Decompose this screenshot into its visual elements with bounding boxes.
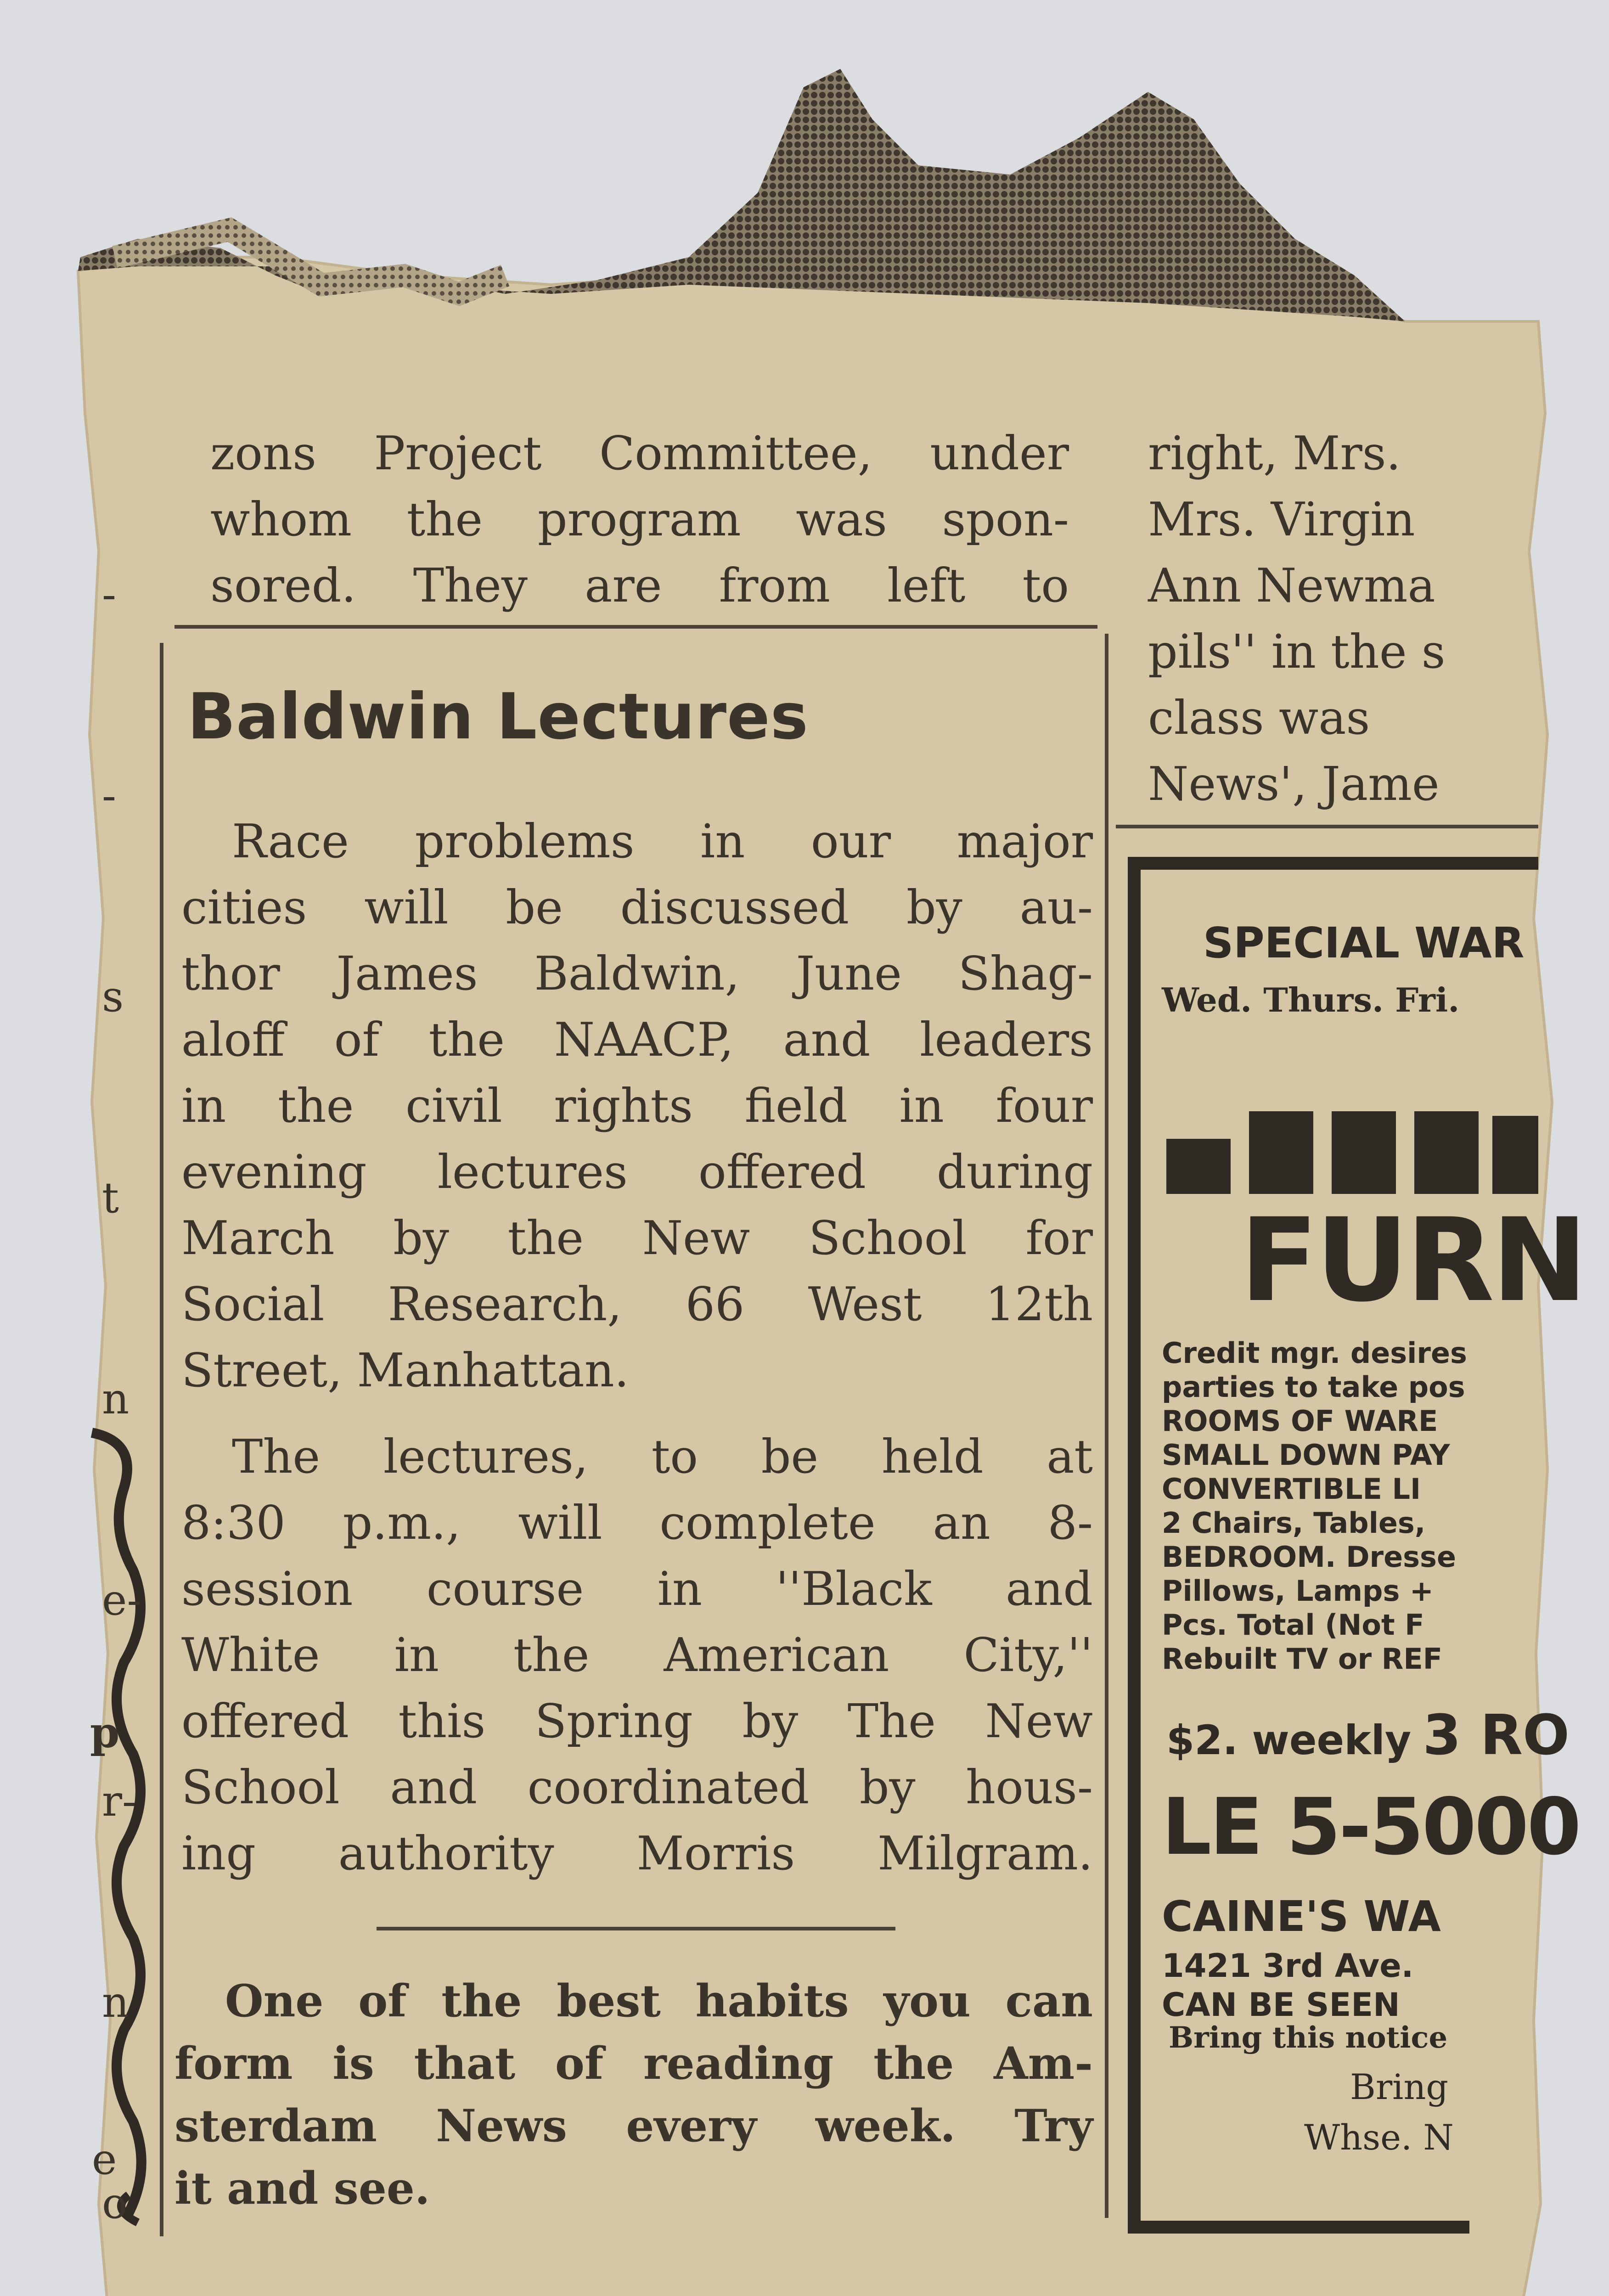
left-fragment: r- — [102, 1777, 137, 1826]
text-line: News', Jame — [1148, 757, 1440, 811]
ad-header: SPECIAL WAR — [1203, 918, 1525, 968]
ad-weekly-big: 3 RO — [1423, 1704, 1570, 1767]
text-line: offered this Spring by The New — [181, 1694, 1093, 1748]
left-fragment: n — [102, 1978, 129, 2027]
text-line: session course in ''Black and — [181, 1562, 1093, 1616]
text-line: White in the American City,'' — [181, 1628, 1093, 1682]
left-fragment: n — [102, 1374, 129, 1424]
ad-line: ROOMS OF WARE — [1162, 1404, 1438, 1438]
text-line: it and see. — [174, 2162, 430, 2214]
ad-line: CONVERTIBLE LI — [1162, 1472, 1421, 1506]
text-line: sored. They are from left to — [210, 558, 1069, 613]
left-column-fragments — [102, 427, 141, 2296]
left-fragment: - — [102, 570, 117, 619]
ad-line: SMALL DOWN PAY — [1162, 1438, 1450, 1472]
text-line: whom the program was spon- — [210, 492, 1069, 546]
ad-days: Wed. Thurs. Fri. — [1162, 980, 1460, 1019]
text-line: sterdam News every week. Try — [174, 2100, 1093, 2152]
text-line: thor James Baldwin, June Shag- — [181, 946, 1093, 1001]
text-line: form is that of reading the Am- — [174, 2037, 1093, 2089]
left-fragment: s — [102, 972, 124, 1021]
ad-line: 2 Chairs, Tables, — [1162, 1506, 1426, 1540]
text-line: cities will be discussed by au- — [181, 880, 1093, 934]
ad-footer-2: Whse. N — [1304, 2117, 1454, 2158]
ad-notice: Bring this notice — [1169, 2020, 1448, 2055]
text-line: ing authority Morris Milgram. — [181, 1826, 1093, 1880]
article-paragraph-2 — [181, 1424, 1093, 1886]
article-paragraph-1 — [181, 808, 1093, 1403]
left-fragment-e: e — [92, 2135, 117, 2184]
filler-promo — [174, 1970, 1093, 2220]
furniture-ad — [1162, 882, 1585, 2213]
text-line: One of the best habits you can — [225, 1975, 1093, 2027]
text-line: March by the New School for — [181, 1211, 1093, 1265]
left-fragment: o — [102, 2179, 128, 2228]
ad-line: Pillows, Lamps + — [1162, 1574, 1434, 1608]
text-line: class was — [1148, 691, 1370, 745]
ad-store: CAINE'S WA — [1162, 1892, 1441, 1941]
ad-phone: LE 5-5000 — [1162, 1782, 1580, 1873]
text-line: The lectures, to be held at — [232, 1429, 1093, 1484]
text-line: Mrs. Virgin — [1148, 492, 1415, 546]
ad-weekly: $2. weekly — [1166, 1716, 1412, 1764]
ad-seen: CAN BE SEEN — [1162, 1986, 1400, 2024]
article-headline: Baldwin Lectures — [187, 680, 809, 754]
text-line: in the civil rights field in four — [181, 1079, 1093, 1133]
text-line: pils'' in the s — [1148, 625, 1446, 679]
top-column-text — [210, 420, 1069, 619]
ad-line: Pcs. Total (Not F — [1162, 1608, 1424, 1642]
text-line: right, Mrs. — [1148, 426, 1401, 480]
text-line: School and coordinated by hous- — [181, 1760, 1093, 1814]
left-fragment: - — [102, 771, 117, 820]
left-fragment-p: p — [90, 1708, 120, 1757]
ad-small-lines — [1162, 1336, 1467, 1676]
text-line: zons Project Committee, under — [210, 426, 1069, 480]
text-line: Social Research, 66 West 12th — [181, 1277, 1093, 1331]
text-line: Race problems in our major — [232, 814, 1093, 868]
ad-address: 1421 3rd Ave. — [1162, 1947, 1414, 1985]
text-line: Ann Newma — [1148, 558, 1435, 613]
text-line: aloff of the NAACP, and leaders — [181, 1013, 1093, 1067]
ad-line: parties to take pos — [1162, 1370, 1465, 1404]
left-fragment: t — [102, 1173, 119, 1222]
text-line: Street, Manhattan. — [181, 1343, 629, 1397]
text-line: evening lectures offered during — [181, 1145, 1093, 1199]
ad-line: Credit mgr. desires — [1162, 1336, 1467, 1370]
top-right-column-text — [1148, 420, 1534, 817]
ad-weekly-row — [1166, 1704, 1570, 1767]
ad-line: Rebuilt TV or REF — [1162, 1642, 1443, 1676]
ad-footer-1: Bring — [1350, 2066, 1449, 2107]
ad-big-word: FURN — [1240, 1193, 1585, 1327]
text-line: 8:30 p.m., will complete an 8- — [181, 1496, 1093, 1550]
ad-line: BEDROOM. Dresse — [1162, 1540, 1457, 1574]
left-fragment: e- — [102, 1576, 141, 1625]
